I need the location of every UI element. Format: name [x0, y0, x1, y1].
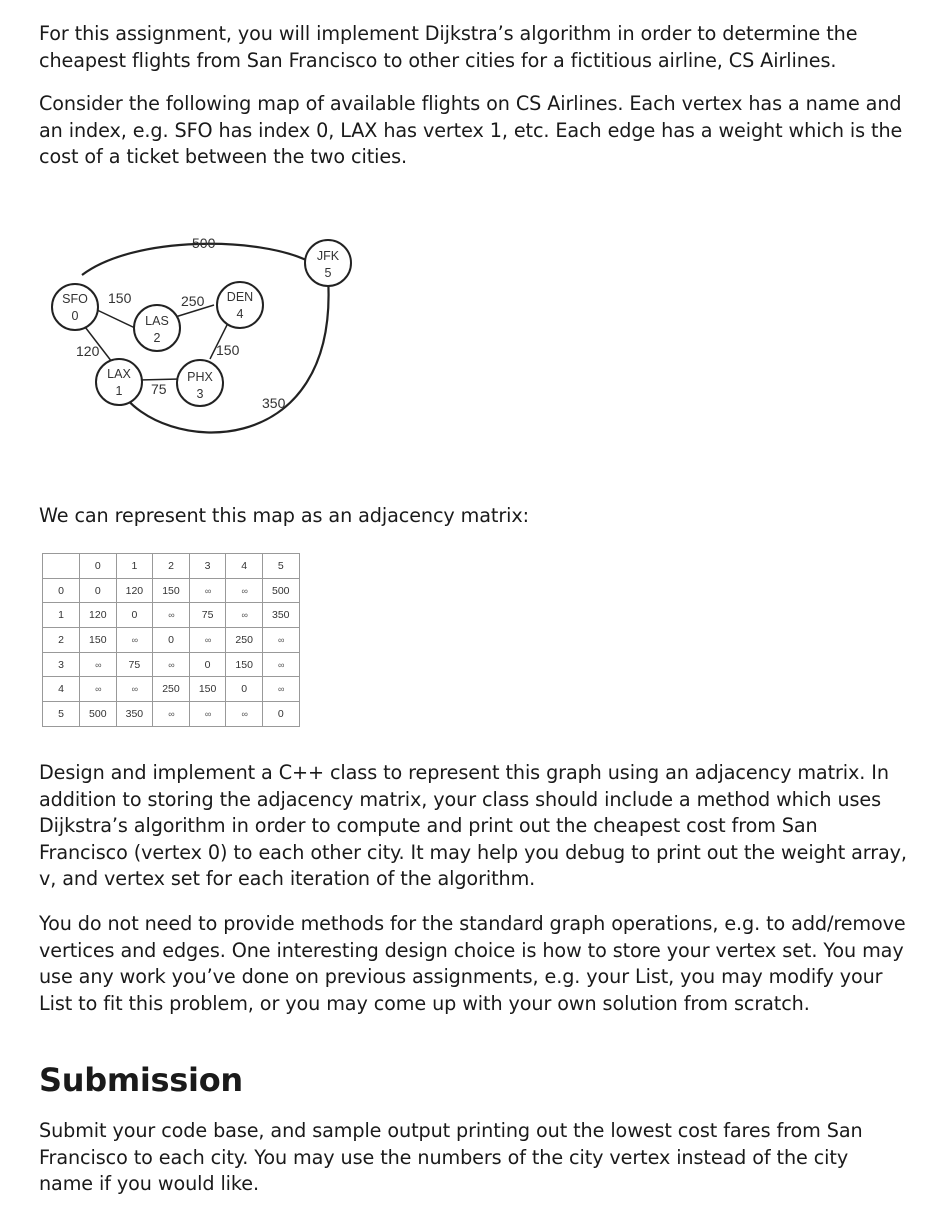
matrix-cell: 350: [262, 603, 299, 628]
matrix-cell: 250: [153, 677, 190, 702]
matrix-row-header: 4: [43, 677, 80, 702]
edge-weight-sfo-jfk: 500: [192, 235, 216, 251]
matrix-cell: 150: [189, 677, 226, 702]
matrix-cell: 0: [262, 702, 299, 727]
matrix-cell: 250: [226, 628, 263, 653]
matrix-cell: ∞: [153, 652, 190, 677]
matrix-cell: ∞: [80, 652, 117, 677]
vertex-index-phx: 3: [196, 387, 204, 401]
matrix-cell: 0: [226, 677, 263, 702]
matrix-row: [43, 578, 300, 603]
vertex-sfo: [52, 284, 98, 330]
matrix-row-header: 3: [43, 652, 80, 677]
matrix-col-header: 2: [153, 554, 190, 579]
matrix-cell: ∞: [226, 702, 263, 727]
matrix-cell: 150: [226, 652, 263, 677]
matrix-cell: ∞: [80, 677, 117, 702]
matrix-col-header: 5: [262, 554, 299, 579]
intro-paragraph: For this assignment, you will implement Dijkstra’s algorithm in order to determine the cheapest flights from San Francisco to other cities for a fictitious airline, CS Airlines.: [39, 22, 858, 72]
matrix-row-header: 1: [43, 603, 80, 628]
matrix-cell: ∞: [189, 578, 226, 603]
matrix-col-header: 1: [116, 554, 153, 579]
submission-heading: Submission: [39, 1061, 243, 1099]
edge-weight-lax-phx: 75: [151, 381, 167, 397]
edge-weight-sfo-lax: 120: [76, 343, 100, 359]
vertex-name-sfo: SFO: [62, 292, 88, 306]
vertex-name-phx: PHX: [187, 370, 213, 384]
matrix-cell: 0: [116, 603, 153, 628]
matrix-cell: ∞: [189, 702, 226, 727]
matrix-cell: ∞: [116, 628, 153, 653]
matrix-cell: 500: [262, 578, 299, 603]
matrix-cell: 500: [80, 702, 117, 727]
matrix-cell: ∞: [262, 652, 299, 677]
edge-weight-den-phx: 150: [216, 342, 240, 358]
matrix-row: [43, 652, 300, 677]
vertex-index-sfo: 0: [71, 309, 79, 323]
matrix-cell: 0: [80, 578, 117, 603]
matrix-cell: ∞: [262, 628, 299, 653]
flight-map-graph: [40, 225, 370, 445]
matrix-cell: ∞: [116, 677, 153, 702]
notes-paragraph: You do not need to provide methods for the standard graph operations, e.g. to add/remove vertices and edges. One interesting design choice is how to store your vertex set. You may use any work you’ve done on previous assignments, e.g. your List, you may modify your List to fit this problem, or you may come up with your own solution from scratch.: [39, 912, 906, 1015]
matrix-cell: 120: [80, 603, 117, 628]
matrix-row: [43, 702, 300, 727]
vertex-name-jfk: JFK: [316, 249, 340, 263]
submission-paragraph: Submit your code base, and sample output printing out the lowest cost fares from San Francisco to each city. You may use the numbers of the city vertex instead of the city name if you would like.: [39, 1119, 863, 1196]
matrix-cell: ∞: [262, 677, 299, 702]
edge-lax-phx: [139, 379, 180, 380]
matrix-row-header: 5: [43, 702, 80, 727]
matrix-col-header: 0: [80, 554, 117, 579]
matrix-row: [43, 603, 300, 628]
matrix-cell: 150: [153, 578, 190, 603]
vertex-den: [217, 282, 263, 328]
vertex-index-jfk: 5: [324, 266, 332, 280]
map-intro-paragraph: Consider the following map of available flights on CS Airlines. Each vertex has a name and an index, e.g. SFO has index 0, LAX has vertex 1, etc. Each edge has a weight which is the cost of a ticket between the two cities.: [39, 92, 903, 169]
edge-weight-sfo-las: 150: [108, 290, 132, 306]
matrix-intro-paragraph: We can represent this map as an adjacency matrix:: [39, 504, 529, 527]
matrix-cell: ∞: [153, 603, 190, 628]
adjacency-matrix-table: [42, 553, 300, 727]
matrix-cell: 0: [189, 652, 226, 677]
vertex-index-den: 4: [236, 307, 244, 321]
matrix-cell: 75: [189, 603, 226, 628]
vertex-name-lax: LAX: [107, 367, 131, 381]
matrix-corner-cell: [43, 554, 80, 579]
matrix-cell: ∞: [226, 603, 263, 628]
matrix-cell: 350: [116, 702, 153, 727]
matrix-cell: 75: [116, 652, 153, 677]
matrix-cell: ∞: [226, 578, 263, 603]
matrix-row-header: 2: [43, 628, 80, 653]
matrix-cell: 0: [153, 628, 190, 653]
edge-weight-las-den: 250: [181, 293, 205, 309]
matrix-header-row: [43, 554, 300, 579]
vertex-index-las: 2: [153, 331, 161, 345]
vertex-index-lax: 1: [115, 384, 123, 398]
matrix-cell: 120: [116, 578, 153, 603]
matrix-cell: ∞: [189, 628, 226, 653]
vertex-lax: [96, 359, 142, 405]
matrix-row: [43, 628, 300, 653]
design-paragraph: Design and implement a C++ class to represent this graph using an adjacency matrix. In addition to storing the adjacency matrix, your class should include a method which uses Dijkstra’s algorithm in order to compute and print out the cheapest cost from San Francisco (vertex 0) to each other city. It may help you debug to print out the weight array, v, and vertex set for each iteration of the algorithm.: [39, 761, 907, 891]
matrix-col-header: 3: [189, 554, 226, 579]
vertex-name-las: LAS: [145, 314, 169, 328]
matrix-cell: ∞: [153, 702, 190, 727]
matrix-cell: 150: [80, 628, 117, 653]
matrix-col-header: 4: [226, 554, 263, 579]
matrix-row-header: 0: [43, 578, 80, 603]
edge-sfo-las: [95, 309, 135, 328]
matrix-row: [43, 677, 300, 702]
edge-weight-lax-jfk: 350: [262, 395, 286, 411]
vertex-name-den: DEN: [226, 290, 254, 304]
